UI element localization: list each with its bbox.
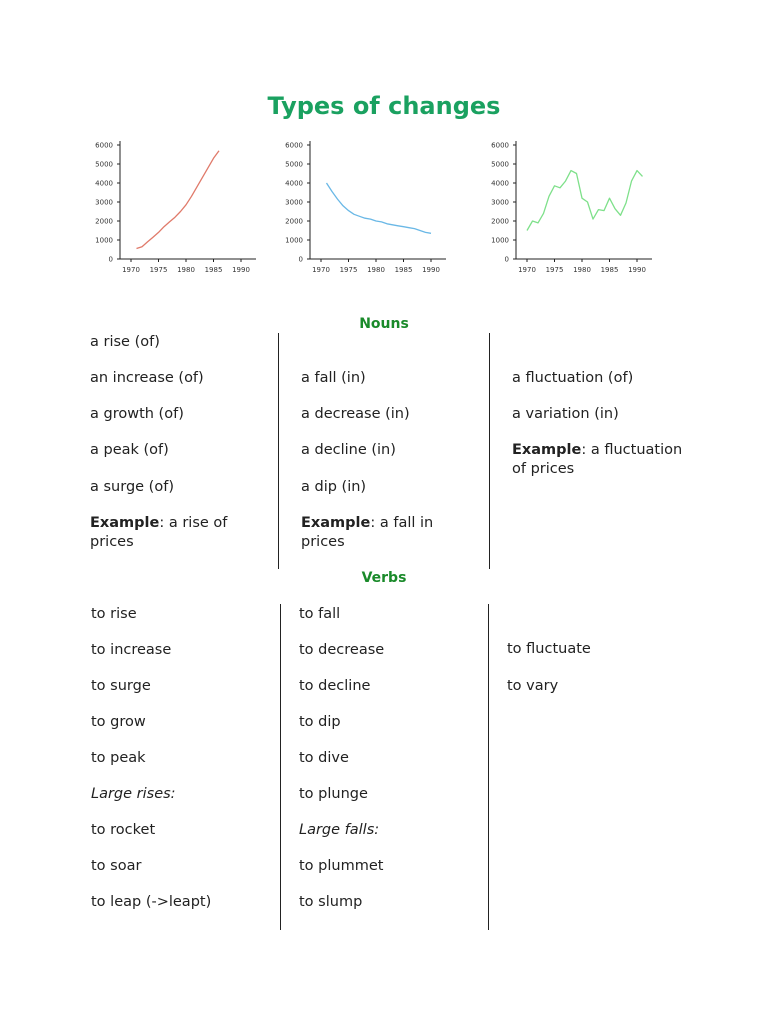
example-label: Example bbox=[512, 442, 582, 458]
verb-soar: to soar bbox=[91, 858, 142, 874]
noun-surge: a surge (of) bbox=[90, 479, 174, 495]
x-tick-label: 1990 bbox=[422, 266, 440, 274]
verb-decline: to decline bbox=[299, 678, 371, 694]
verb-increase: to increase bbox=[91, 642, 172, 658]
verb-grow: to grow bbox=[91, 714, 146, 730]
noun-peak: a peak (of) bbox=[90, 442, 169, 458]
x-tick-label: 1985 bbox=[394, 266, 413, 274]
verb-dive: to dive bbox=[299, 750, 349, 766]
series-line-fluctuation bbox=[527, 171, 643, 231]
large-falls-label: Large falls: bbox=[299, 822, 380, 838]
nouns-heading: Nouns bbox=[359, 316, 409, 332]
noun-variation: a variation (in) bbox=[512, 406, 619, 422]
x-tick-label: 1985 bbox=[600, 266, 619, 274]
noun-dip: a dip (in) bbox=[301, 479, 367, 495]
x-tick-label: 1970 bbox=[312, 266, 330, 274]
verbs-divider-2 bbox=[488, 604, 489, 930]
verb-rise: to rise bbox=[91, 606, 137, 622]
y-tick-label: 2000 bbox=[491, 217, 509, 226]
large-rises-label: Large rises: bbox=[91, 786, 176, 802]
noun-increase: an increase (of) bbox=[90, 370, 204, 386]
example-label: Example bbox=[301, 515, 371, 531]
x-tick-label: 1975 bbox=[545, 266, 564, 274]
example-label: Example bbox=[90, 515, 160, 531]
chart-fall-svg bbox=[280, 136, 460, 286]
verb-fall: to fall bbox=[299, 606, 341, 622]
verbs-heading: Verbs bbox=[361, 570, 407, 586]
x-tick-label: 1975 bbox=[149, 266, 168, 274]
verb-vary: to vary bbox=[507, 678, 559, 694]
y-tick-label: 1000 bbox=[285, 236, 303, 245]
y-tick-label: 3000 bbox=[285, 198, 303, 207]
y-tick-label: 1000 bbox=[95, 236, 113, 245]
example-text: : a fall in prices bbox=[301, 515, 434, 550]
series-line-fall bbox=[327, 183, 432, 233]
x-tick-label: 1980 bbox=[177, 266, 195, 274]
x-tick-label: 1980 bbox=[573, 266, 591, 274]
x-tick-label: 1985 bbox=[204, 266, 223, 274]
noun-decrease: a decrease (in) bbox=[301, 406, 410, 422]
y-tick-label: 5000 bbox=[285, 160, 303, 169]
y-tick-label: 0 bbox=[108, 255, 113, 264]
verb-fluctuate: to fluctuate bbox=[507, 641, 591, 657]
x-tick-label: 1975 bbox=[339, 266, 358, 274]
y-tick-label: 5000 bbox=[491, 160, 509, 169]
verb-decrease: to decrease bbox=[299, 642, 385, 658]
noun-rise: a rise (of) bbox=[90, 334, 160, 350]
y-tick-label: 1000 bbox=[491, 236, 509, 245]
noun-rise-example bbox=[90, 514, 258, 552]
y-tick-label: 2000 bbox=[95, 217, 113, 226]
verb-dip: to dip bbox=[299, 714, 341, 730]
x-tick-label: 1970 bbox=[518, 266, 536, 274]
nouns-divider-1 bbox=[278, 333, 279, 569]
example-text: : a fluctuation of prices bbox=[512, 442, 683, 477]
verb-slump: to slump bbox=[299, 894, 363, 910]
noun-decline: a decline (in) bbox=[301, 442, 396, 458]
verb-plummet: to plummet bbox=[299, 858, 384, 874]
noun-fall-example bbox=[301, 514, 469, 552]
y-tick-label: 2000 bbox=[285, 217, 303, 226]
noun-fluctuation: a fluctuation (of) bbox=[512, 370, 634, 386]
chart-fall bbox=[280, 136, 460, 286]
page-title: Types of changes bbox=[267, 92, 501, 120]
verb-peak: to peak bbox=[91, 750, 146, 766]
chart-rise bbox=[90, 136, 270, 286]
series-line-rise bbox=[137, 151, 220, 249]
noun-growth: a growth (of) bbox=[90, 406, 184, 422]
y-tick-label: 0 bbox=[298, 255, 303, 264]
x-tick-label: 1980 bbox=[367, 266, 385, 274]
y-tick-label: 4000 bbox=[491, 179, 509, 188]
x-tick-label: 1990 bbox=[628, 266, 646, 274]
y-tick-label: 4000 bbox=[285, 179, 303, 188]
verb-leap: to leap (->leapt) bbox=[91, 894, 212, 910]
y-tick-label: 3000 bbox=[95, 198, 113, 207]
y-tick-label: 6000 bbox=[95, 141, 113, 150]
verb-surge: to surge bbox=[91, 678, 151, 694]
nouns-divider-2 bbox=[489, 333, 490, 569]
verb-rocket: to rocket bbox=[91, 822, 156, 838]
verb-plunge: to plunge bbox=[299, 786, 368, 802]
example-text: : a rise of prices bbox=[90, 515, 228, 550]
y-tick-label: 3000 bbox=[491, 198, 509, 207]
y-tick-label: 4000 bbox=[95, 179, 113, 188]
chart-fluctuation bbox=[486, 136, 666, 286]
chart-rise-svg bbox=[90, 136, 270, 286]
x-tick-label: 1970 bbox=[122, 266, 140, 274]
chart-fluctuation-svg bbox=[486, 136, 666, 286]
y-tick-label: 6000 bbox=[491, 141, 509, 150]
verbs-divider-1 bbox=[280, 604, 281, 930]
y-tick-label: 0 bbox=[504, 255, 509, 264]
noun-fluctuation-example bbox=[512, 441, 692, 479]
y-tick-label: 5000 bbox=[95, 160, 113, 169]
y-tick-label: 6000 bbox=[285, 141, 303, 150]
x-tick-label: 1990 bbox=[232, 266, 250, 274]
noun-fall: a fall (in) bbox=[301, 370, 366, 386]
